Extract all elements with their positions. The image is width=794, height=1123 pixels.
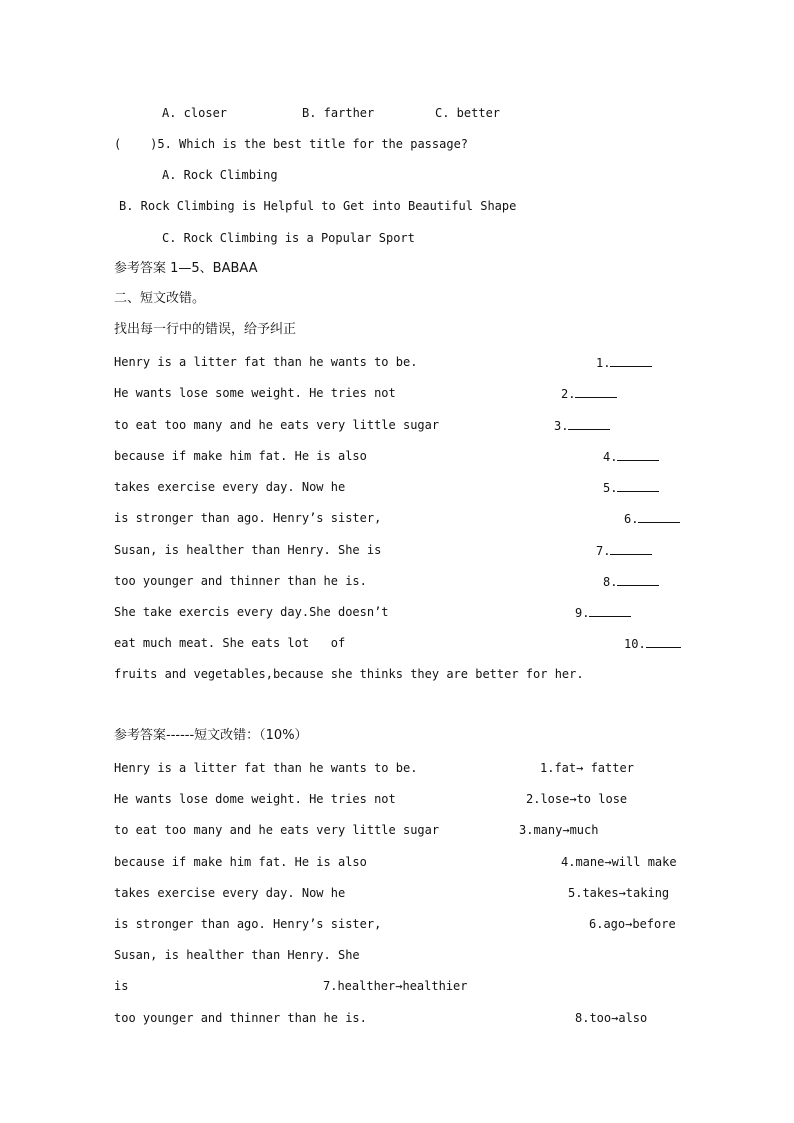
blank-number: 4. <box>603 450 618 464</box>
blank-number: 6. <box>624 512 639 526</box>
q5-option-a: A. Rock Climbing <box>162 168 278 182</box>
correction-8: 8.too→also <box>575 1011 648 1025</box>
blank-6 <box>624 510 680 527</box>
answer-blank <box>646 635 681 648</box>
answer-line-4: because if make him fat. He is also <box>114 855 367 869</box>
blank-8 <box>603 573 659 590</box>
correction-3: 3.many→much <box>519 823 599 837</box>
blank-number: 1. <box>596 356 611 370</box>
blank-9 <box>575 604 631 621</box>
blank-5 <box>603 479 659 496</box>
correction-2: 2.lose→to lose <box>526 792 628 806</box>
answer-blank <box>617 573 659 586</box>
blank-number: 3. <box>554 419 569 433</box>
passage-line-9: She take exercis every day.She doesn’t <box>114 605 389 619</box>
answer-blank <box>610 354 652 367</box>
correction-1: 1.fat→ fatter <box>540 761 634 775</box>
blank-10 <box>624 635 681 652</box>
answer-blank <box>568 417 610 430</box>
answer-line-3: to eat too many and he eats very little sugar <box>114 823 440 837</box>
blank-number: 2. <box>561 387 576 401</box>
answer-blank <box>638 510 680 523</box>
passage-line-3: to eat too many and he eats very little sugar <box>114 418 440 432</box>
q5-option-b: B. Rock Climbing is Helpful to Get into Beautiful Shape <box>119 199 517 213</box>
passage-line-2: He wants lose some weight. He tries not <box>114 386 396 400</box>
correction-5: 5.takes→taking <box>568 886 670 900</box>
blank-number: 10. <box>624 637 646 651</box>
q5-option-c: C. Rock Climbing is a Popular Sport <box>162 231 415 245</box>
passage-line-11: fruits and vegetables,because she thinks they are better for her. <box>114 667 584 681</box>
passage-line-1: Henry is a litter fat than he wants to be. <box>114 355 418 369</box>
blank-number: 5. <box>603 481 618 495</box>
answer-blank <box>589 604 631 617</box>
correction-4: 4.mane→will make <box>561 855 677 869</box>
passage-line-6: is stronger than ago. Henry’s sister, <box>114 511 382 525</box>
blank-number: 7. <box>596 544 611 558</box>
answer-line-7: Susan, is healther than Henry. She <box>114 948 360 962</box>
answer-line-6: is stronger than ago. Henry’s sister, <box>114 917 382 931</box>
passage-line-5: takes exercise every day. Now he <box>114 480 346 494</box>
section-2-title: 二、短文改错。 <box>114 291 206 306</box>
answer-blank <box>610 542 652 555</box>
answer-key-1-5: 参考答案 1—5、BABAA <box>114 261 258 276</box>
q5-answer-paren: ( ) <box>114 137 158 151</box>
q5-stem: 5. Which is the best title for the passage? <box>157 137 469 151</box>
passage-line-4: because if make him fat. He is also <box>114 449 367 463</box>
answer-key-2-title: 参考答案------短文改错：（10%） <box>114 728 308 743</box>
blank-4 <box>603 448 659 465</box>
answer-line-8: is <box>114 979 129 993</box>
answer-blank <box>575 385 617 398</box>
answer-line-2: He wants lose dome weight. He tries not <box>114 792 396 806</box>
blank-1 <box>596 354 652 371</box>
blank-3 <box>554 417 610 434</box>
correction-6: 6.ago→before <box>589 917 676 931</box>
blank-2 <box>561 385 617 402</box>
answer-blank <box>617 448 659 461</box>
correction-7: 7.healther→healthier <box>323 979 468 993</box>
answer-line-1: Henry is a litter fat than he wants to be. <box>114 761 418 775</box>
q5-question <box>114 136 468 152</box>
passage-line-7: Susan, is healther than Henry. She is <box>114 543 382 557</box>
answer-line-9: too younger and thinner than he is. <box>114 1011 367 1025</box>
answer-blank <box>617 479 659 492</box>
blank-number: 8. <box>603 575 618 589</box>
section-2-instruction: 找出每一行中的错误，给予纠正 <box>114 322 297 337</box>
q4-option-a: A. closer <box>162 106 228 120</box>
passage-line-10: eat much meat. She eats lot of <box>114 636 346 650</box>
answer-line-5: takes exercise every day. Now he <box>114 886 346 900</box>
q4-option-c: C. better <box>435 106 501 120</box>
q4-option-b: B. farther <box>302 106 375 120</box>
blank-7 <box>596 542 652 559</box>
blank-number: 9. <box>575 606 590 620</box>
passage-line-8: too younger and thinner than he is. <box>114 574 367 588</box>
